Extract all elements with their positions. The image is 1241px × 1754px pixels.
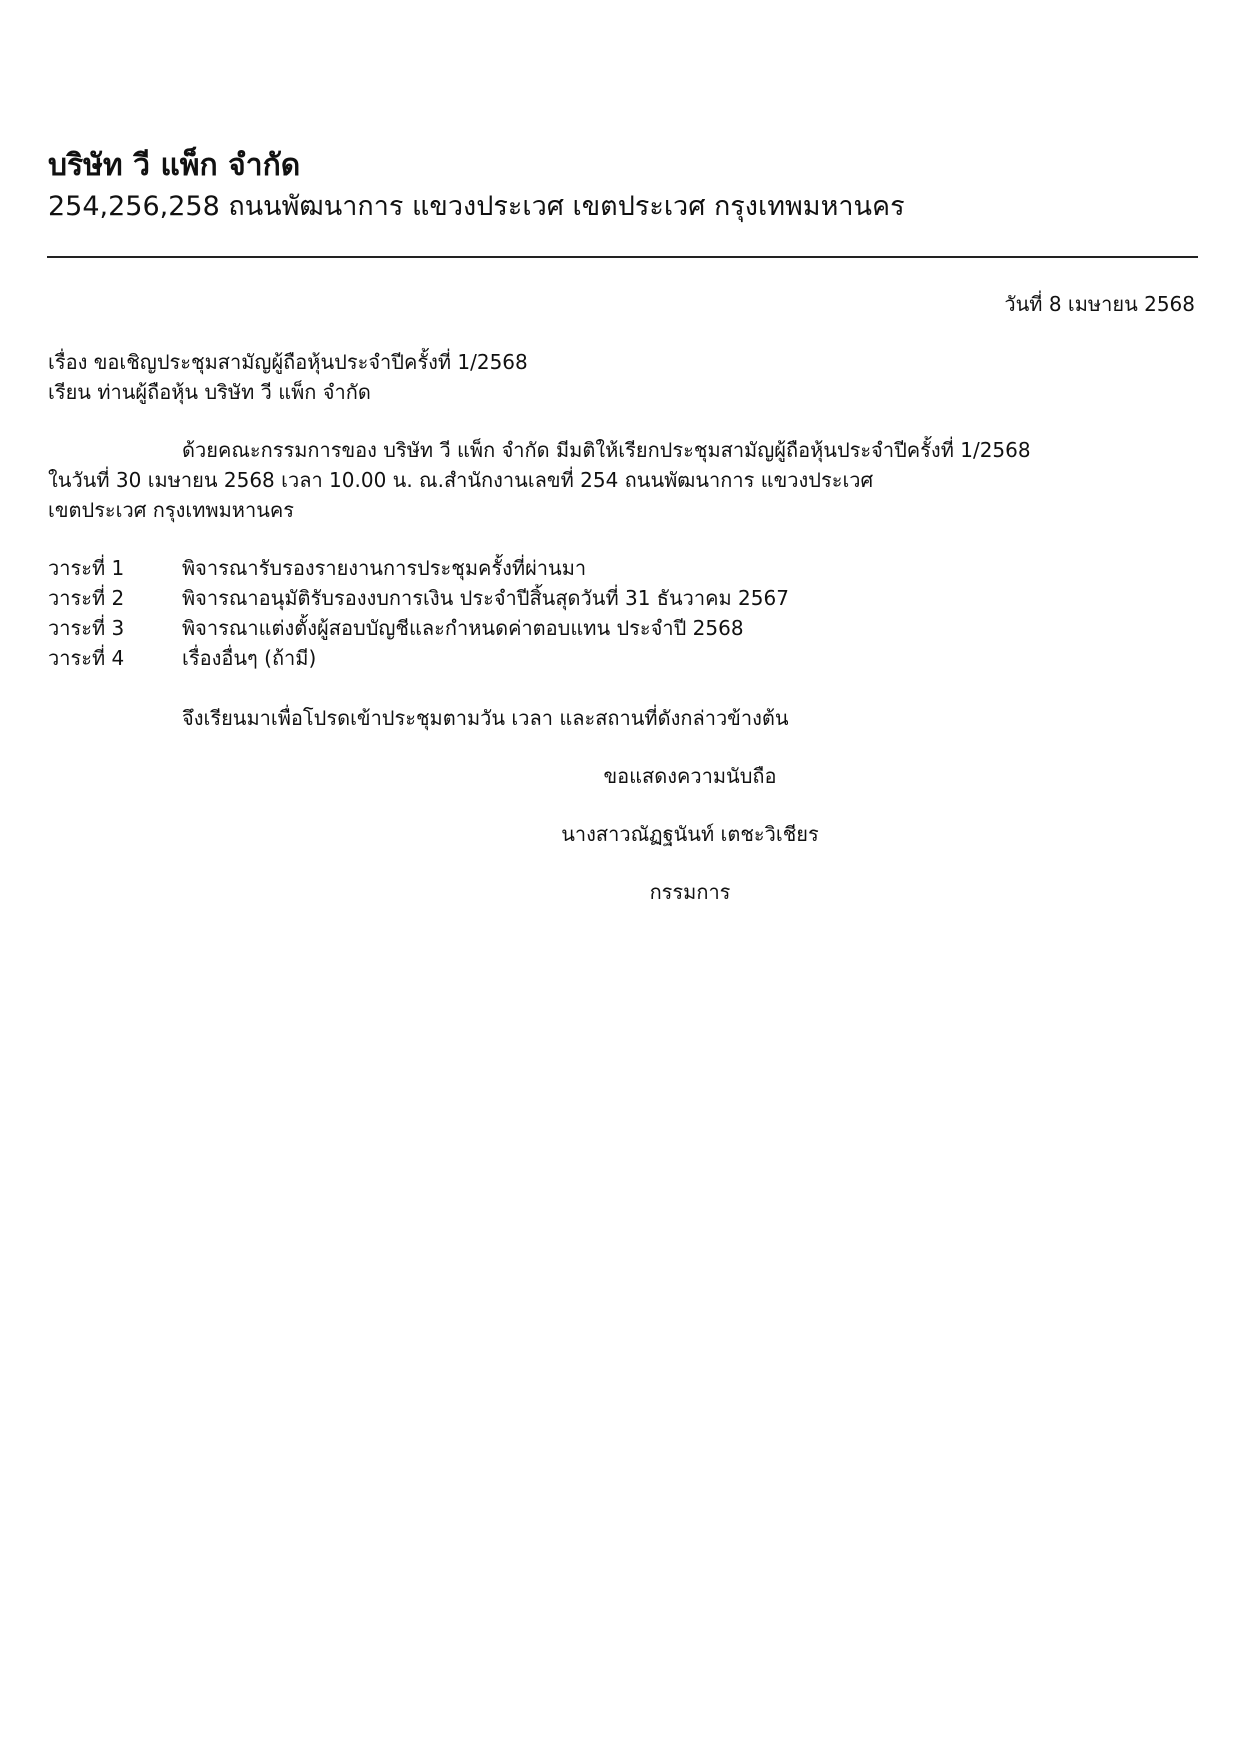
agenda-label: วาระที่ 1 xyxy=(48,556,125,580)
agenda-text: พิจารณาแต่งตั้งผู้สอบบัญชีและกำหนดค่าตอบแทน ประจำปี 2568 xyxy=(182,616,744,640)
header-divider xyxy=(47,256,1198,258)
letter-date: วันที่ 8 เมษายน 2568 xyxy=(1004,292,1195,316)
agenda-text: พิจารณาอนุมัติรับรองงบการเงิน ประจำปีสิ้นสุดวันที่ 31 ธันวาคม 2567 xyxy=(182,586,789,610)
company-address: 254,256,258 ถนนพัฒนาการ แขวงประเวศ เขตประเวศ กรุงเทพมหานคร xyxy=(48,191,905,222)
agenda-text: เรื่องอื่นๆ (ถ้ามี) xyxy=(182,646,317,670)
agenda-label: วาระที่ 2 xyxy=(48,586,125,610)
signatory-name: นางสาวณัฏฐนันท์ เตชะวิเชียร xyxy=(561,822,819,846)
agenda-item xyxy=(48,642,316,674)
letter-recipient: เรียน ท่านผู้ถือหุ้น บริษัท วี แพ็ก จำกัด xyxy=(48,380,371,404)
body-line-3: เขตประเวศ กรุงเทพมหานคร xyxy=(48,498,295,522)
agenda-item xyxy=(48,612,744,644)
agenda-label: วาระที่ 3 xyxy=(48,616,125,640)
signoff-regards: ขอแสดงความนับถือ xyxy=(603,764,777,788)
agenda-text: พิจารณารับรองรายงานการประชุมครั้งที่ผ่านมา xyxy=(182,556,587,580)
agenda-item xyxy=(48,582,789,614)
company-name: บริษัท วี แพ็ก จำกัด xyxy=(48,148,301,183)
signatory-position: กรรมการ xyxy=(649,880,731,904)
agenda-label: วาระที่ 4 xyxy=(48,646,125,670)
closing-paragraph: จึงเรียนมาเพื่อโปรดเข้าประชุมตามวัน เวลา และสถานที่ดังกล่าวข้างต้น xyxy=(182,706,789,730)
agenda-item xyxy=(48,552,586,584)
letter-subject: เรื่อง ขอเชิญประชุมสามัญผู้ถือหุ้นประจำปีครั้งที่ 1/2568 xyxy=(48,350,528,374)
body-line-2: ในวันที่ 30 เมษายน 2568 เวลา 10.00 น. ณ.สำนักงานเลขที่ 254 ถนนพัฒนาการ แขวงประเวศ xyxy=(48,468,874,492)
body-line-1: ด้วยคณะกรรมการของ บริษัท วี แพ็ก จำกัด มีมติให้เรียกประชุมสามัญผู้ถือหุ้นประจำปีครั้งที่ 1/2568 xyxy=(182,438,1031,462)
